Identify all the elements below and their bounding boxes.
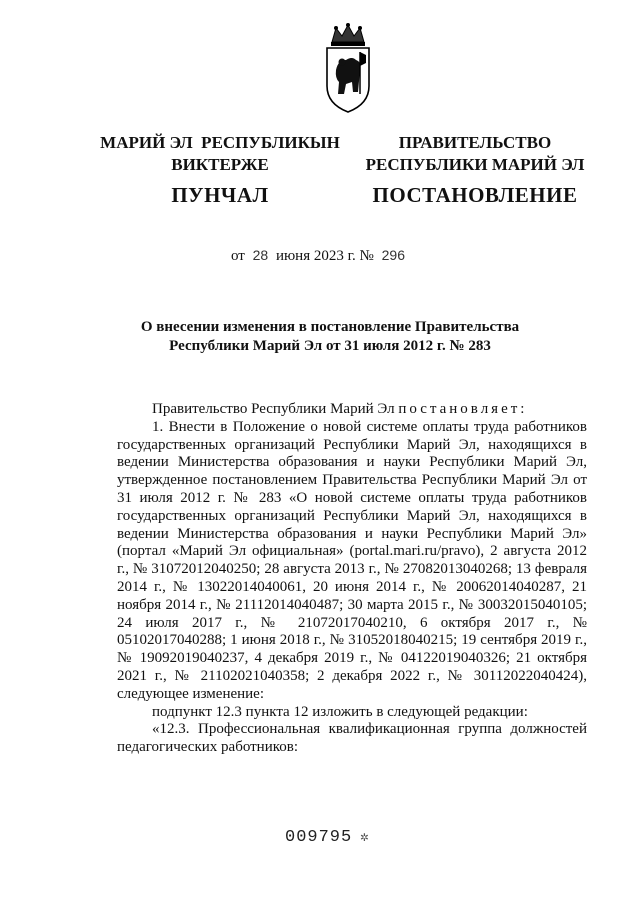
title-line-1: О внесении изменения в постановление Правительства	[140, 319, 520, 335]
document-type-mari: ПУНЧАЛ	[171, 183, 269, 207]
date-line	[0, 247, 640, 265]
document-body	[117, 401, 587, 757]
header-russian	[350, 132, 600, 206]
document-type-russian: ПОСТАНОВЛЕНИЕ	[372, 183, 578, 207]
asterisk-mark-icon: ✲	[360, 830, 370, 846]
serial-number	[285, 828, 370, 847]
document-title	[110, 318, 550, 356]
decree-word: постановляет:	[398, 401, 528, 417]
decree-intro-text: Правительство Республики Марий Эл	[152, 401, 395, 417]
header-russian-line1: ПРАВИТЕЛЬСТВО	[398, 133, 552, 152]
date-month-year: июня 2023 г. №	[275, 248, 374, 264]
date-day: 28	[252, 247, 269, 263]
coat-of-arms-emblem	[322, 22, 374, 114]
decree-number: 296	[381, 247, 405, 263]
title-line-2: Республики Марий Эл от 31 июля 2012 г. № 283	[169, 338, 491, 354]
header-mari-line2: ВИКТЕРЖЕ	[171, 155, 269, 174]
header-mari-line1: МАРИЙ ЭЛ РЕСПУБЛИКЫН	[100, 133, 340, 152]
header-russian-line2: РЕСПУБЛИКИ МАРИЙ ЭЛ	[365, 155, 585, 174]
paragraph-1: 1. Внести в Положение о новой системе оплаты труда работников государственных организаций Республики Марий Эл, находящихся в ведении Министерства образования и науки Республики Марий Эл, утвержденное постановлением Правительства Республики Марий Эл от 31 июля 2012 г. № 283 «О новой системе оплаты труда работников государственных организаций Республики Марий Эл, находящихся в ведении Министерства образования и науки Республики Марий Эл» (портал «Марий Эл официальная» (portal.mari.ru/pravo), 2 августа 2012 г., № 31072012040250; 28 августа 2013 г., № 27082013040268; 13 февраля 2014 г., № 13022014040061, 20 июня 2014 г., № 20062014040287, 21 ноября 2014 г., № 21112014040487; 30 марта 2015 г., № 30032015040105; 24 июля 2017 г., № 21072017040210, 6 октября 2017 г., № 05102017040288; 1 июня 2018 г., № 31052018040215; 19 сентября 2019 г., № 19092019040237, 4 декабря 2019 г., № 04122019040326; 21 октября 2021 г., № 21102021040358; 2 декабря 2022 г., № 30112022040424), следующее изменение:	[117, 418, 587, 702]
header-mari	[95, 132, 345, 206]
serial-number-text: 009795	[285, 828, 353, 847]
paragraph-2: подпункт 12.3 пункта 12 изложить в следующей редакции:	[152, 703, 528, 720]
date-prefix: от	[231, 248, 245, 264]
paragraph-3: «12.3. Профессиональная квалификационная группа должностей педагогических работников:	[117, 721, 587, 756]
decree-intro	[117, 401, 587, 419]
